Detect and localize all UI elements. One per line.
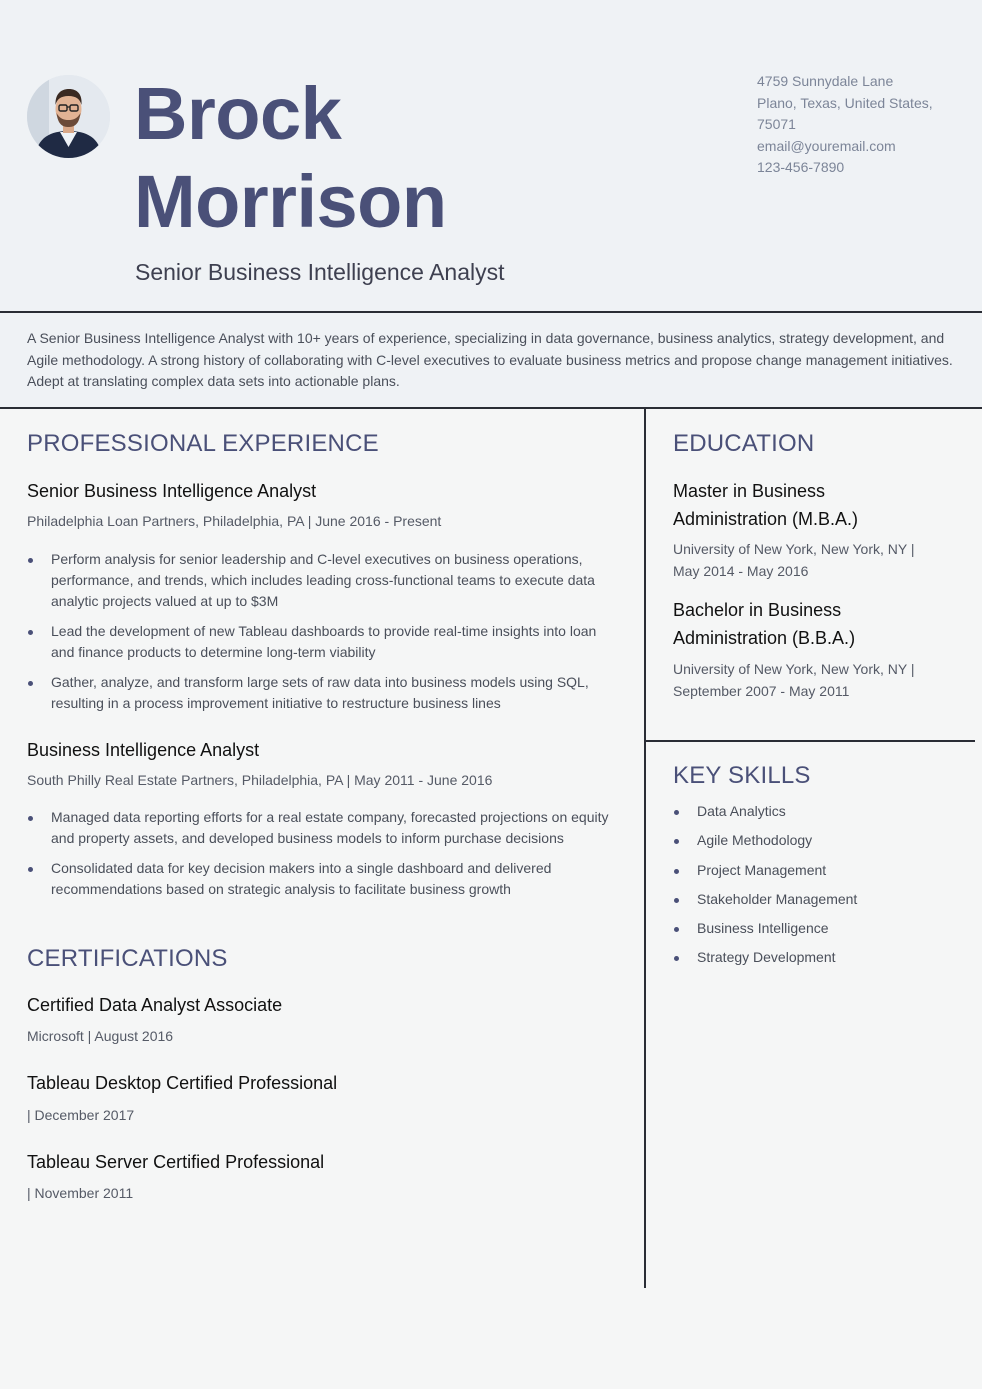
summary-divider <box>0 407 982 409</box>
degree-meta-1: University of New York, New York, NY | May 2014 - May 2016 <box>673 541 915 579</box>
skills-list <box>673 801 953 977</box>
job-title-2: Business Intelligence Analyst <box>27 740 260 760</box>
job-bullets-1 <box>27 549 612 714</box>
certifications-heading: CERTIFICATIONS <box>27 945 228 972</box>
skill-item: Agile Methodology <box>673 830 953 851</box>
skill-item: Business Intelligence <box>673 918 953 939</box>
candidate-name <box>134 70 447 246</box>
degree-title-2: Bachelor in Business Administration (B.B.A.) <box>673 600 856 648</box>
list-item: Perform analysis for senior leadership and C-level executives on business operations, performance, and trends, which includes leading cross-functional teams to execute data analytic projects valued at up to $3M <box>27 549 612 612</box>
profile-photo <box>27 75 110 158</box>
list-item: Consolidated data for key decision makers into a single dashboard and delivered recommendations based on strategic analysis to facilitate business growth <box>27 858 627 900</box>
first-name: Brock <box>134 72 342 155</box>
education-skills-divider <box>645 740 975 742</box>
contact-street: 4759 Sunnydale Lane <box>757 73 894 89</box>
contact-email[interactable]: email@youremail.com <box>757 137 896 154</box>
degree-meta-2: University of New York, New York, NY | September 2007 - May 2011 <box>673 661 915 699</box>
skill-item: Strategy Development <box>673 947 953 968</box>
education-heading: EDUCATION <box>673 430 815 457</box>
job-bullets-2 <box>27 807 627 900</box>
column-divider <box>644 408 646 1288</box>
cert-title-1: Certified Data Analyst Associate <box>27 995 283 1015</box>
cert-meta-2: | December 2017 <box>27 1107 135 1123</box>
skill-item: Data Analytics <box>673 801 953 822</box>
cert-title-3: Tableau Server Certified Professional <box>27 1152 325 1172</box>
cert-meta-1: Microsoft | August 2016 <box>27 1028 174 1044</box>
job-meta-2: South Philly Real Estate Partners, Philadelphia, PA | May 2011 - June 2016 <box>27 772 493 788</box>
list-item: Managed data reporting efforts for a real estate company, forecasted projections on equity and property assets, and developed business models to inform purchase decisions <box>27 807 627 849</box>
job-title: Senior Business Intelligence Analyst <box>135 259 505 285</box>
contact-zip: 75071 <box>757 116 796 132</box>
cert-meta-3: | November 2011 <box>27 1185 134 1201</box>
list-item: Lead the development of new Tableau dashboards to provide real-time insights into loan and finance products to determine long-term viability <box>27 621 612 663</box>
list-item: Gather, analyze, and transform large sets of raw data into business models using SQL, resulting in a process improvement initiative to restructure business lines <box>27 672 612 714</box>
job-meta-1: Philadelphia Loan Partners, Philadelphia, PA | June 2016 - Present <box>27 513 442 529</box>
skill-item: Project Management <box>673 860 953 881</box>
contact-block <box>757 71 957 179</box>
skill-item: Stakeholder Management <box>673 889 953 910</box>
header-divider <box>0 311 982 313</box>
skills-heading: KEY SKILLS <box>673 762 811 789</box>
experience-heading: PROFESSIONAL EXPERIENCE <box>27 430 379 457</box>
last-name: Morrison <box>134 160 447 243</box>
job-title-1: Senior Business Intelligence Analyst <box>27 481 317 501</box>
degree-title-1: Master in Business Administration (M.B.A.) <box>673 481 859 529</box>
cert-title-2: Tableau Desktop Certified Professional <box>27 1073 338 1093</box>
profile-summary: A Senior Business Intelligence Analyst with 10+ years of experience, specializing in data governance, business analytics, strategy development, and Agile methodology. A strong history of collaborating with C-level executives to evaluate business metrics and propose change management initiatives. Adept at translating complex data sets into actionable plans. <box>27 330 953 390</box>
contact-phone: 123-456-7890 <box>757 159 845 175</box>
contact-city: Plano, Texas, United States, <box>757 94 933 111</box>
